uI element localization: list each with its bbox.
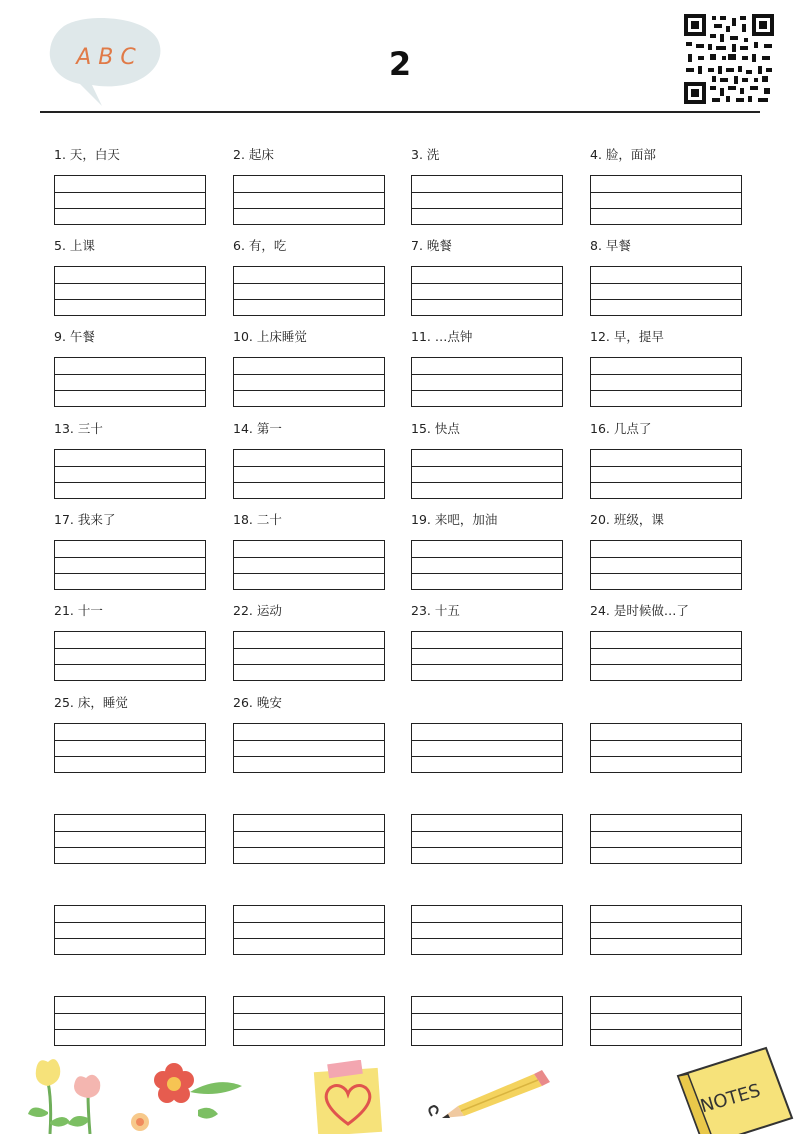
writing-box[interactable] (411, 266, 563, 316)
writing-box[interactable] (590, 266, 742, 316)
exercise-label: 18. 二十 (233, 512, 282, 527)
writing-line (55, 1013, 205, 1014)
writing-line (55, 283, 205, 284)
writing-box[interactable] (590, 175, 742, 225)
writing-line (234, 847, 384, 848)
exercise-item (590, 967, 745, 1047)
writing-line (234, 922, 384, 923)
writing-line (412, 1013, 562, 1014)
writing-box[interactable] (233, 540, 385, 590)
exercise-item (411, 511, 566, 591)
writing-line (591, 831, 741, 832)
writing-line (55, 740, 205, 741)
exercise-item (233, 876, 388, 956)
exercise-item (54, 876, 209, 956)
header-divider (40, 111, 760, 113)
writing-line (412, 1029, 562, 1030)
writing-line (234, 664, 384, 665)
exercise-label: 15. 快点 (411, 421, 460, 436)
writing-line (591, 466, 741, 467)
writing-line (412, 740, 562, 741)
writing-line (55, 1029, 205, 1030)
writing-box[interactable] (54, 996, 206, 1046)
writing-line (412, 208, 562, 209)
exercise-label: 3. 洗 (411, 147, 440, 162)
writing-box[interactable] (590, 357, 742, 407)
exercise-item (411, 328, 566, 408)
writing-box[interactable] (411, 175, 563, 225)
exercise-item (590, 237, 745, 317)
exercise-label: 24. 是时候做…了 (590, 603, 689, 618)
sticky-note-heart-icon (312, 1060, 384, 1134)
exercise-item (411, 967, 566, 1047)
writing-line (591, 922, 741, 923)
writing-line (412, 922, 562, 923)
writing-box[interactable] (233, 814, 385, 864)
writing-box[interactable] (411, 357, 563, 407)
exercise-item (411, 420, 566, 500)
exercise-label: 25. 床，睡觉 (54, 695, 128, 710)
exercise-item (590, 694, 745, 774)
writing-line (412, 938, 562, 939)
writing-line (234, 390, 384, 391)
writing-line (234, 648, 384, 649)
writing-box[interactable] (54, 905, 206, 955)
writing-line (55, 831, 205, 832)
writing-line (234, 466, 384, 467)
writing-line (55, 664, 205, 665)
writing-box[interactable] (54, 540, 206, 590)
writing-box[interactable] (590, 540, 742, 590)
exercise-item (233, 146, 388, 226)
writing-box[interactable] (233, 357, 385, 407)
writing-line (55, 573, 205, 574)
writing-box[interactable] (590, 996, 742, 1046)
exercise-item (590, 602, 745, 682)
writing-line (412, 756, 562, 757)
writing-line (412, 466, 562, 467)
exercise-item (590, 328, 745, 408)
exercise-label: 5. 上课 (54, 238, 95, 253)
writing-box[interactable] (411, 996, 563, 1046)
writing-line (591, 648, 741, 649)
writing-line (234, 756, 384, 757)
exercise-item (54, 511, 209, 591)
exercise-label: 21. 十一 (54, 603, 103, 618)
writing-box[interactable] (411, 723, 563, 773)
exercise-item (54, 602, 209, 682)
writing-line (591, 664, 741, 665)
writing-box[interactable] (411, 449, 563, 499)
writing-line (234, 283, 384, 284)
writing-line (591, 938, 741, 939)
page-number: 2 (388, 45, 412, 83)
exercise-item (411, 146, 566, 226)
writing-box[interactable] (54, 723, 206, 773)
writing-line (412, 573, 562, 574)
writing-line (55, 557, 205, 558)
writing-line (412, 283, 562, 284)
writing-box[interactable] (233, 266, 385, 316)
writing-box[interactable] (590, 814, 742, 864)
writing-line (412, 374, 562, 375)
writing-line (55, 922, 205, 923)
writing-box[interactable] (233, 996, 385, 1046)
exercise-label: 17. 我来了 (54, 512, 116, 527)
writing-line (591, 283, 741, 284)
writing-line (55, 299, 205, 300)
writing-line (591, 390, 741, 391)
writing-box[interactable] (590, 723, 742, 773)
writing-box[interactable] (590, 905, 742, 955)
exercise-item (411, 785, 566, 865)
exercise-label: 13. 三十 (54, 421, 103, 436)
exercise-item (411, 237, 566, 317)
exercise-label: 7. 晚餐 (411, 238, 452, 253)
flowers-icon (22, 1052, 252, 1134)
exercise-label: 20. 班级，课 (590, 512, 664, 527)
writing-line (234, 740, 384, 741)
exercise-item (590, 511, 745, 591)
exercise-item (233, 694, 388, 774)
exercise-label: 14. 第一 (233, 421, 282, 436)
writing-line (591, 482, 741, 483)
exercise-label: 16. 几点了 (590, 421, 652, 436)
writing-box[interactable] (54, 175, 206, 225)
writing-line (591, 299, 741, 300)
writing-box[interactable] (411, 814, 563, 864)
exercise-item (54, 967, 209, 1047)
exercise-item (233, 237, 388, 317)
exercise-item (590, 876, 745, 956)
writing-line (591, 557, 741, 558)
writing-line (412, 664, 562, 665)
exercise-label: 26. 晚安 (233, 695, 282, 710)
exercise-item (233, 602, 388, 682)
writing-box[interactable] (233, 175, 385, 225)
writing-line (55, 756, 205, 757)
exercise-label: 11. …点钟 (411, 329, 473, 344)
writing-line (412, 831, 562, 832)
exercise-item (54, 328, 209, 408)
writing-line (412, 390, 562, 391)
writing-line (55, 192, 205, 193)
writing-line (412, 557, 562, 558)
writing-line (55, 938, 205, 939)
exercise-item (590, 146, 745, 226)
writing-line (234, 557, 384, 558)
exercise-label: 9. 午餐 (54, 329, 95, 344)
writing-line (234, 1013, 384, 1014)
exercise-label: 22. 运动 (233, 603, 282, 618)
writing-line (234, 482, 384, 483)
writing-box[interactable] (54, 449, 206, 499)
writing-line (234, 208, 384, 209)
writing-box[interactable] (233, 723, 385, 773)
notes-book-text: NOTES (698, 1080, 763, 1118)
writing-line (412, 648, 562, 649)
exercise-label: 2. 起床 (233, 147, 274, 162)
exercise-label: 23. 十五 (411, 603, 460, 618)
exercise-item (233, 328, 388, 408)
writing-line (591, 1029, 741, 1030)
abc-badge-text: A B C (76, 45, 136, 70)
writing-line (234, 192, 384, 193)
writing-line (591, 374, 741, 375)
writing-box[interactable] (590, 631, 742, 681)
writing-box[interactable] (590, 449, 742, 499)
writing-line (591, 1013, 741, 1014)
exercise-label: 6. 有，吃 (233, 238, 287, 253)
writing-line (234, 938, 384, 939)
writing-box[interactable] (411, 631, 563, 681)
exercise-item (411, 694, 566, 774)
writing-line (412, 847, 562, 848)
exercise-item (233, 420, 388, 500)
writing-box[interactable] (54, 814, 206, 864)
writing-line (591, 208, 741, 209)
writing-line (55, 374, 205, 375)
writing-line (234, 831, 384, 832)
exercise-item (54, 146, 209, 226)
writing-line (412, 299, 562, 300)
writing-line (412, 192, 562, 193)
exercise-label: 1. 天，白天 (54, 147, 120, 162)
exercise-item (54, 420, 209, 500)
pencil-icon (424, 1068, 554, 1134)
writing-box[interactable] (54, 266, 206, 316)
exercise-item (590, 420, 745, 500)
writing-box[interactable] (233, 449, 385, 499)
writing-line (412, 482, 562, 483)
exercise-item (233, 967, 388, 1047)
writing-line (234, 573, 384, 574)
writing-box[interactable] (54, 357, 206, 407)
exercise-item (233, 785, 388, 865)
writing-line (591, 756, 741, 757)
writing-line (55, 208, 205, 209)
exercise-item (411, 876, 566, 956)
exercise-item (411, 602, 566, 682)
exercise-label: 10. 上床睡觉 (233, 329, 307, 344)
writing-box[interactable] (233, 631, 385, 681)
writing-box[interactable] (54, 631, 206, 681)
writing-line (591, 847, 741, 848)
exercise-item (54, 237, 209, 317)
exercise-label: 19. 来吧，加油 (411, 512, 498, 527)
writing-box[interactable] (411, 540, 563, 590)
writing-line (591, 740, 741, 741)
writing-line (234, 374, 384, 375)
exercise-item (590, 785, 745, 865)
writing-box[interactable] (411, 905, 563, 955)
writing-line (234, 1029, 384, 1030)
writing-line (234, 299, 384, 300)
writing-box[interactable] (233, 905, 385, 955)
exercise-label: 8. 早餐 (590, 238, 631, 253)
writing-line (55, 466, 205, 467)
exercise-item (54, 694, 209, 774)
writing-line (55, 847, 205, 848)
exercise-item (54, 785, 209, 865)
exercise-label: 12. 早，提早 (590, 329, 664, 344)
writing-line (591, 192, 741, 193)
writing-line (55, 482, 205, 483)
exercise-item (233, 511, 388, 591)
writing-line (55, 648, 205, 649)
exercise-label: 4. 脸，面部 (590, 147, 656, 162)
notes-book-icon (674, 1046, 794, 1134)
writing-line (591, 573, 741, 574)
writing-line (55, 390, 205, 391)
qr-code-icon (684, 14, 774, 104)
